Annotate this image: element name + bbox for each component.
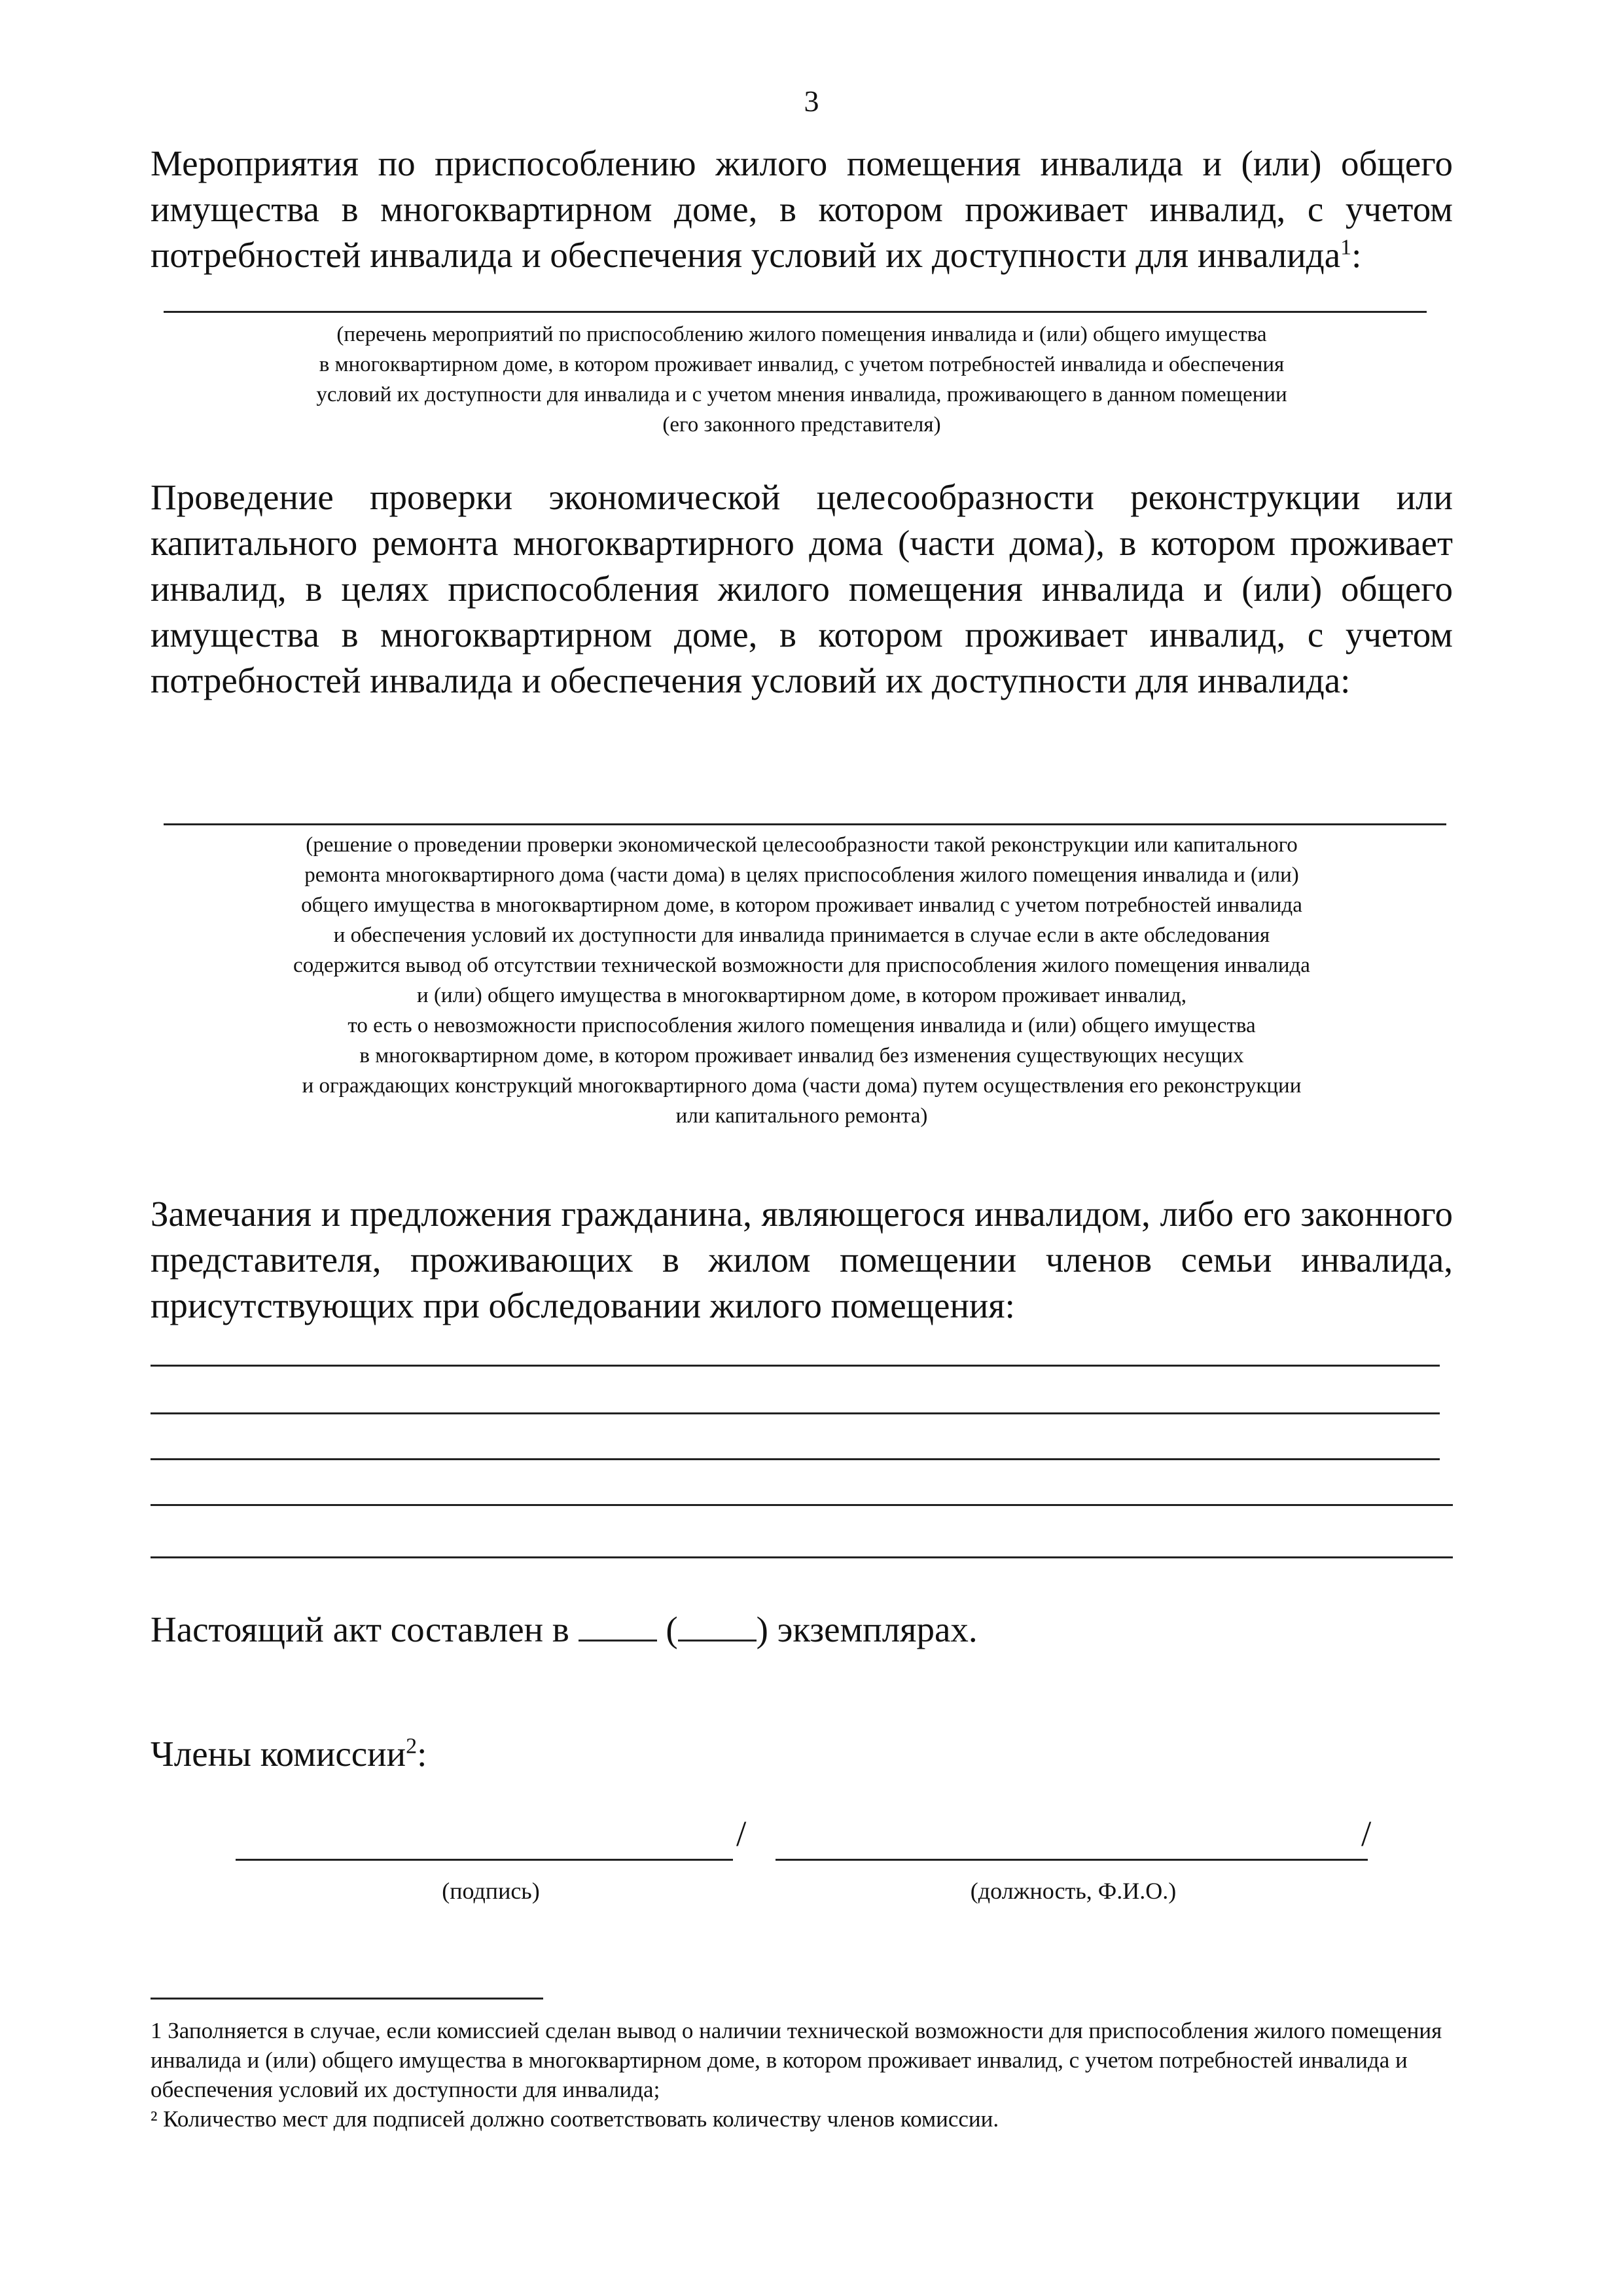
measures-heading-text: Мероприятия по приспособлению жилого помещения инвалида и (или) общего имущества в многоквартирном доме, в котором проживает инвалид, с учетом потребностей инвалида и обеспечения условий их доступности для инвалида <box>151 143 1453 275</box>
copies-words-field[interactable] <box>678 1611 757 1641</box>
page-number: 3 <box>804 84 819 118</box>
copies-number-field[interactable] <box>579 1611 657 1641</box>
economic-check-caption <box>151 830 1453 1131</box>
signature-slash: / <box>736 1814 747 1854</box>
signature-line[interactable] <box>236 1859 733 1861</box>
economic-check-caption-line: (решение о проведении проверки экономической целесообразности такой реконструкции или капитального <box>306 833 1298 857</box>
measures-caption-line: (перечень мероприятий по приспособлению жилого помещения инвалида и (или) общего имущества <box>336 323 1267 346</box>
position-name-caption: (должность, Ф.И.О.) <box>970 1878 1177 1904</box>
measures-caption-line: условий их доступности для инвалида и с учетом мнения инвалида, проживающего в данном помещении <box>316 383 1287 406</box>
remarks-input-line-3[interactable] <box>151 1458 1440 1460</box>
economic-check-caption-line: или капитального ремонта) <box>675 1104 928 1128</box>
footnote-2: ² Количество мест для подписей должно соответствовать количеству членов комиссии. <box>151 2106 999 2132</box>
measures-caption <box>151 319 1453 440</box>
remarks-input-line-2[interactable] <box>151 1412 1440 1414</box>
copies-suffix: экземплярах. <box>777 1609 978 1649</box>
footnote-separator <box>151 1998 543 2000</box>
economic-check-caption-line: и (или) общего имущества в многоквартирном доме, в котором проживает инвалид, <box>417 984 1186 1007</box>
economic-check-caption-line: ремонта многоквартирного дома (части дома) в целях приспособления жилого помещения инвалида и (или) <box>304 863 1299 887</box>
economic-check-caption-line: содержится вывод об отсутствии технической возможности для приспособления жилого помещения инвалида <box>293 954 1310 977</box>
measures-input-line[interactable] <box>164 311 1427 313</box>
copies-close-paren: ) <box>756 1609 768 1649</box>
commission-colon: : <box>417 1734 427 1774</box>
economic-check-caption-line: в многоквартирном доме, в котором проживает инвалид без изменения существующих несущих <box>359 1044 1244 1067</box>
copies-statement <box>151 1607 1453 1653</box>
economic-check-heading: Проведение проверки экономической целесообразности реконструкции или капитального ремонта многоквартирного дома (части дома), в котором проживает инвалид, в целях приспособления жилого помещения инвалида и (или) общего имущества в многоквартирном доме, в котором проживает инвалид, с учетом потребностей инвалида и обеспечения условий их доступности для инвалида: <box>151 477 1453 700</box>
economic-check-caption-line: и обеспечения условий их доступности для инвалида принимается в случае если в акте обследования <box>333 924 1270 947</box>
position-name-line[interactable] <box>776 1859 1368 1861</box>
economic-check-caption-line: и ограждающих конструкций многоквартирного дома (части дома) путем осуществления его реконструкции <box>302 1074 1302 1098</box>
footnotes <box>151 2016 1459 2134</box>
remarks-input-line-1[interactable] <box>151 1365 1440 1367</box>
measures-caption-line: (его законного представителя) <box>662 413 941 437</box>
economic-check-caption-line: то есть о невозможности приспособления жилого помещения инвалида и (или) общего имущества <box>348 1014 1256 1037</box>
measures-heading <box>151 141 1453 278</box>
remarks-input-line-4[interactable] <box>151 1504 1453 1506</box>
economic-check-caption-line: общего имущества в многоквартирном доме, в котором проживает инвалид с учетом потребностей инвалида <box>301 893 1302 917</box>
signature-caption: (подпись) <box>442 1878 540 1904</box>
remarks-heading: Замечания и предложения гражданина, являющегося инвалидом, либо его законного представителя, проживающих в жилом помещении членов семьи инвалида, присутствующих при обследовании жилого помещения: <box>151 1194 1453 1325</box>
position-name-slash: / <box>1361 1814 1372 1854</box>
copies-prefix: Настоящий акт составлен в <box>151 1609 569 1649</box>
commission-label-text: Члены комиссии <box>151 1734 406 1774</box>
commission-label <box>151 1731 1453 1777</box>
footnote-1: 1 Заполняется в случае, если комиссией сделан вывод о наличии технической возможности для приспособления жилого помещения инвалида и (или) общего имущества в многоквартирном доме, в котором проживает инвалид, с учетом потребностей инвалида и обеспечения условий их доступности для инвалида; <box>151 2018 1442 2102</box>
copies-open-paren: ( <box>666 1609 678 1649</box>
economic-check-input-line[interactable] <box>164 823 1446 825</box>
measures-caption-line: в многоквартирном доме, в котором проживает инвалид, с учетом потребностей инвалида и обеспечения <box>319 353 1285 376</box>
footnote-ref-1: 1 <box>1340 235 1352 260</box>
remarks-input-line-5[interactable] <box>151 1556 1453 1558</box>
footnote-ref-2: 2 <box>406 1734 418 1759</box>
measures-heading-colon: : <box>1351 235 1362 275</box>
